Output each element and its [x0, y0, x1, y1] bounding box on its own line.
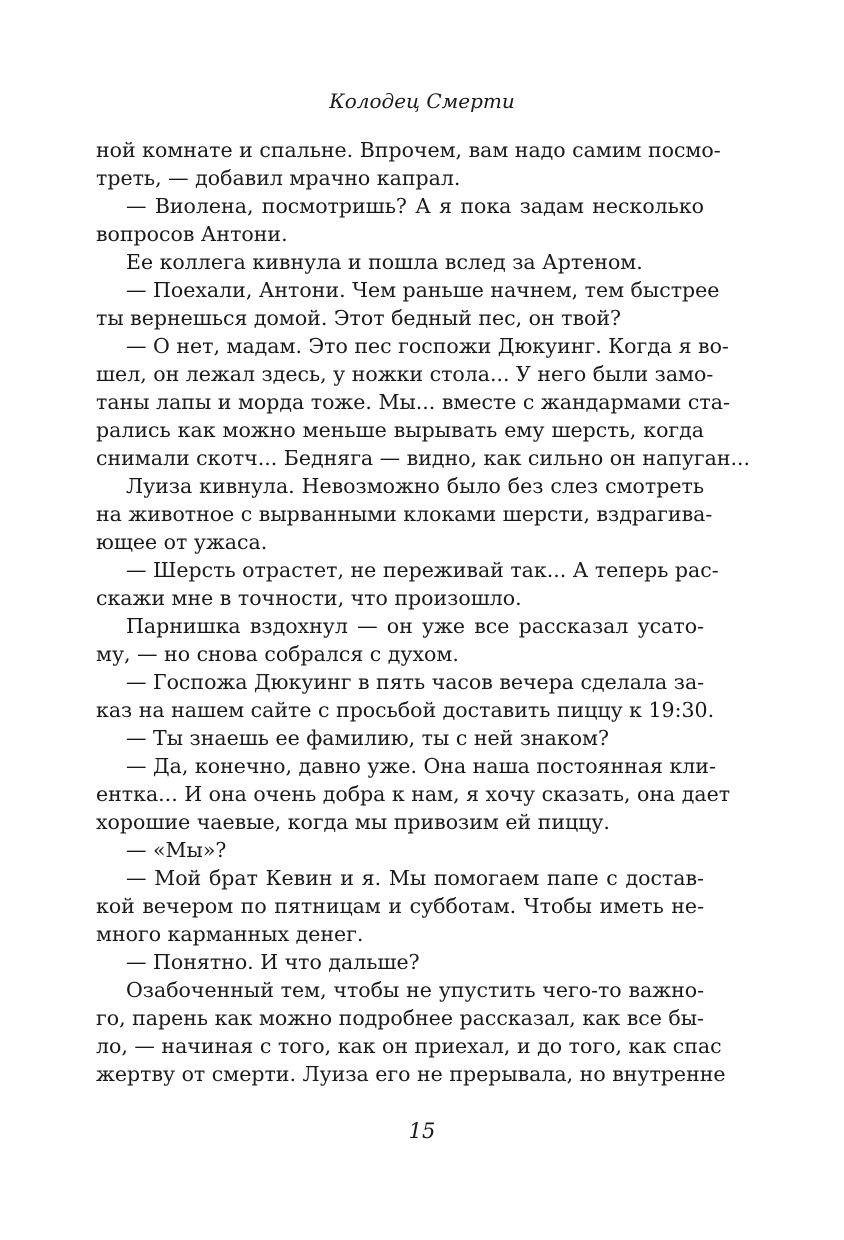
- text-line: Парнишка вздохнул — он уже все рассказал усато-: [126, 614, 704, 638]
- text-line: — Ты знаешь ее фамилию, ты с ней знаком?: [126, 726, 609, 750]
- text-line: шел, он лежал здесь, у ножки стола... У него были замо-: [96, 362, 714, 386]
- text-line: — «Мы»?: [126, 838, 227, 862]
- text-line: — Шерсть отрастет, не переживай так... А теперь рас-: [126, 558, 719, 582]
- text-line: — Виолена, посмотришь? А я пока задам несколько: [126, 194, 704, 218]
- text-line: го, парень как можно подробнее рассказал, как все бы-: [96, 1006, 704, 1030]
- text-line: хорошие чаевые, когда мы привозим ей пиццу.: [96, 810, 610, 834]
- text-line: ющее от ужаса.: [96, 530, 268, 554]
- text-line: кой вечером по пятницам и субботам. Чтобы иметь не-: [96, 894, 704, 918]
- text-line: каз на нашем сайте с просьбой доставить пиццу к 19:30.: [96, 698, 715, 722]
- text-line: — Госпожа Дюкуинг в пять часов вечера сделала за-: [126, 670, 705, 694]
- text-line: много карманных денег.: [96, 922, 364, 946]
- text-line: — Да, конечно, давно уже. Она наша постоянная кли-: [126, 754, 716, 778]
- page-number: 15: [408, 1119, 436, 1143]
- text-line: Озабоченный тем, чтобы не упустить чего-то важно-: [126, 978, 704, 1002]
- text-line: жертву от смерти. Луиза его не прерывала, но внутренне: [96, 1062, 726, 1086]
- text-line: ты вернешься домой. Этот бедный пес, он твой?: [96, 306, 622, 330]
- text-line: рались как можно меньше вырывать ему шерсть, когда: [96, 418, 704, 442]
- text-line: треть, — добавил мрачно капрал.: [96, 166, 461, 190]
- text-line: ло, — начиная с того, как он приехал, и до того, как спас: [96, 1034, 722, 1058]
- text-line: ной комнате и спальне. Впрочем, вам надо самим посмо-: [96, 138, 721, 162]
- text-line: таны лапы и морда тоже. Мы... вместе с жандармами ста-: [96, 390, 730, 414]
- text-line: ентка... И она очень добра к нам, я хочу сказать, она дает: [96, 782, 731, 806]
- text-line: скажи мне в точности, что произошло.: [96, 586, 522, 610]
- text-line: Ее коллега кивнула и пошла вслед за Артеном.: [126, 250, 643, 274]
- text-line: — О нет, мадам. Это пес госпожи Дюкуинг. Когда я во-: [126, 334, 729, 358]
- running-head: Колодец Смерти: [329, 89, 515, 113]
- text-line: — Поехали, Антони. Чем раньше начнем, тем быстрее: [126, 278, 720, 302]
- text-line: му, — но снова собрался с духом.: [96, 642, 459, 666]
- text-line: — Мой брат Кевин и я. Мы помогаем папе с достав-: [126, 866, 704, 890]
- text-line: Луиза кивнула. Невозможно было без слез смотреть: [126, 474, 704, 498]
- text-line: на животное с вырванными клоками шерсти, вздрагива-: [96, 502, 713, 526]
- body-text: [96, 136, 751, 1088]
- text-line: снимали скотч... Бедняга — видно, как сильно он напуган...: [96, 446, 751, 470]
- text-line: — Понятно. И что дальше?: [126, 950, 420, 974]
- text-line: вопросов Антони.: [96, 222, 288, 246]
